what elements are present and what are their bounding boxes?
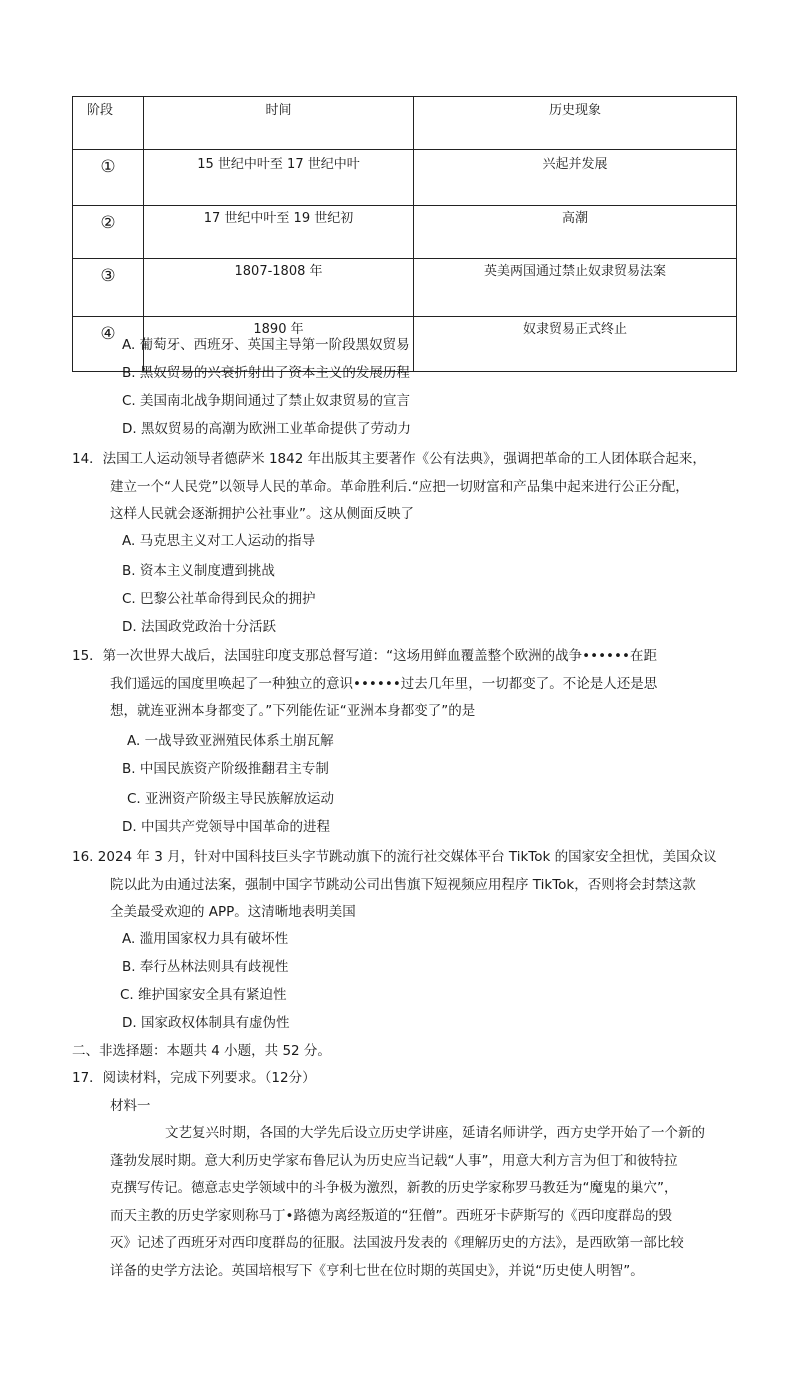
stage-cell: ③: [73, 259, 144, 317]
q17-title: 17．阅读材料，完成下列要求。（12分）: [72, 1070, 316, 1086]
q16-option-b: B. 奉行丛林法则具有歧视性: [122, 959, 289, 975]
q15-stem-line: 我们遥远的国度里唤起了一种独立的意识••••••过去几年里，一切都变了。不论是人还是思: [110, 676, 658, 692]
material-paragraph-line: 详备的史学方法论。英国培根写下《亨利七世在位时期的英国史》，并说“历史使人明智”。: [110, 1263, 644, 1279]
stage-cell: ②: [73, 206, 144, 259]
q16-option-d: D. 国家政权体制具有虚伪性: [122, 1015, 290, 1031]
time-cell: 1807-1808 年: [144, 259, 414, 317]
header-stage: 阶段: [73, 97, 144, 150]
q14-stem-line: 14．法国工人运动领导者德萨米 1842 年出版其主要著作《公有法典》，强调把革命的工人团体联合起来，: [72, 451, 706, 467]
q15-stem-line: 15．第一次世界大战后，法国驻印度支那总督写道：“这场用鲜血覆盖整个欧洲的战争••••••在距: [72, 648, 657, 664]
time-cell: 15 世纪中叶至 17 世纪中叶: [144, 150, 414, 206]
q16-option-a: A. 滥用国家权力具有破坏性: [122, 931, 289, 947]
q14-option-a: A. 马克思主义对工人运动的指导: [122, 533, 316, 549]
material-paragraph-line: 而天主教的历史学家则称马丁•路德为离经叛道的“狂僧”。西班牙卡萨斯写的《西印度群岛的毁: [110, 1208, 672, 1224]
q16-stem-line: 全美最受欢迎的 APP。这清晰地表明美国: [110, 904, 356, 920]
q13-option-b: B. 黑奴贸易的兴衰折射出了资本主义的发展历程: [122, 365, 410, 381]
material-paragraph-line: 灭》记述了西班牙对西印度群岛的征服。法国波丹发表的《理解历史的方法》，是西欧第一部比较: [110, 1235, 684, 1251]
q13-option-c: C. 美国南北战争期间通过了禁止奴隶贸易的宣言: [122, 393, 411, 409]
header-time: 时间: [144, 97, 414, 150]
q15-option-b: B. 中国民族资产阶级推翻君主专制: [122, 761, 329, 777]
q14-option-d: D. 法国政党政治十分活跃: [122, 619, 276, 635]
q14-stem-line: 这样人民就会逐渐拥护公社事业”。这从侧面反映了: [110, 506, 414, 522]
q15-option-c: C. 亚洲资产阶级主导民族解放运动: [127, 791, 335, 807]
header-phenomenon: 历史现象: [414, 97, 737, 150]
q16-stem-line: 院以此为由通过法案，强制中国字节跳动公司出售旗下短视频应用程序 TikTok，否则将会封禁这款: [110, 877, 696, 893]
history-table: [72, 96, 737, 372]
stage-cell: ①: [73, 150, 144, 206]
q14-option-c: C. 巴黎公社革命得到民众的拥护: [122, 591, 316, 607]
phenomenon-cell: 高潮: [414, 206, 737, 259]
material-paragraph-line: 蓬勃发展时期。意大利历史学家布鲁尼认为历史应当记载“人事”，用意大利方言为但丁和彼特拉: [110, 1153, 678, 1169]
q13-option-d: D. 黑奴贸易的高潮为欧洲工业革命提供了劳动力: [122, 421, 411, 437]
q16-option-c: C. 维护国家安全具有紧迫性: [120, 987, 287, 1003]
q14-option-b: B. 资本主义制度遭到挑战: [122, 563, 275, 579]
q14-stem-line: 建立一个“人民党”以领导人民的革命。革命胜利后.“应把一切财富和产品集中起来进行公正分配，: [110, 479, 689, 495]
material-paragraph-line: 文艺复兴时期，各国的大学先后设立历史学讲座，延请名师讲学，西方史学开始了一个新的: [165, 1125, 705, 1141]
q13-option-a: A. 葡萄牙、西班牙、英国主导第一阶段黑奴贸易: [122, 337, 410, 353]
phenomenon-cell: 奴隶贸易正式终止: [414, 317, 737, 372]
phenomenon-cell: 英美两国通过禁止奴隶贸易法案: [414, 259, 737, 317]
section-heading: 二、非选择题：本题共 4 小题，共 52 分。: [72, 1043, 331, 1059]
q16-stem-line: 16. 2024 年 3 月，针对中国科技巨头字节跳动旗下的流行社交媒体平台 TikTok 的国家安全担忧，美国众议: [72, 849, 717, 865]
q15-option-a: A. 一战导致亚洲殖民体系土崩瓦解: [127, 733, 334, 749]
material-paragraph-line: 克撰写传记。德意志史学领域中的斗争极为激烈，新教的历史学家称罗马教廷为“魔鬼的巢穴”，: [110, 1180, 678, 1196]
stage-cell: ④: [73, 317, 144, 372]
material-label: 材料一: [110, 1098, 151, 1114]
phenomenon-cell: 兴起并发展: [414, 150, 737, 206]
time-cell: 1890 年: [144, 317, 414, 372]
q15-stem-line: 想，就连亚洲本身都变了。”下列能佐证“亚洲本身都变了”的是: [110, 703, 476, 719]
q15-option-d: D. 中国共产党领导中国革命的进程: [122, 819, 330, 835]
time-cell: 17 世纪中叶至 19 世纪初: [144, 206, 414, 259]
